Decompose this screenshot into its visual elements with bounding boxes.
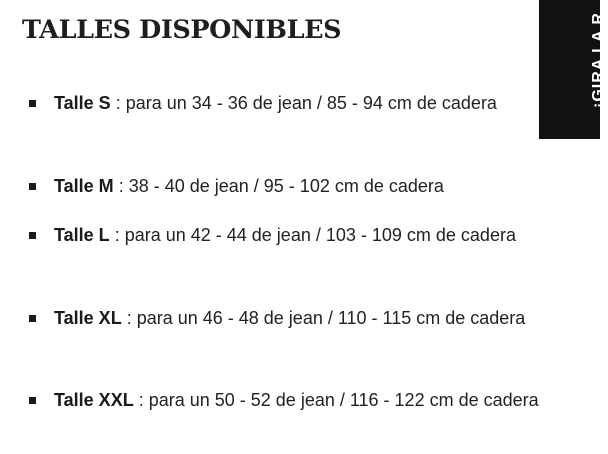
size-item-text	[54, 170, 574, 203]
size-description: : para un 42 - 44 de jean / 103 - 109 cm de cadera	[109, 225, 516, 245]
size-description: : 38 - 40 de jean / 95 - 102 cm de cadera	[113, 176, 444, 196]
size-item-text	[54, 384, 574, 417]
size-name: Talle S	[54, 93, 111, 113]
rotate-device-label: ¡GIRA LA R	[590, 12, 607, 108]
page-title: TALLES DISPONIBLES	[22, 15, 342, 45]
bullet-icon	[29, 232, 36, 239]
size-name: Talle XL	[54, 308, 122, 328]
size-description: : para un 34 - 36 de jean / 85 - 94 cm de cadera	[110, 93, 497, 113]
bullet-icon	[29, 183, 36, 190]
rotate-device-banner	[539, 0, 607, 139]
bullet-icon	[29, 397, 36, 404]
size-item-text	[54, 87, 559, 120]
size-name: Talle XXL	[54, 390, 134, 410]
bullet-icon	[29, 100, 36, 107]
bullet-icon	[29, 315, 36, 322]
size-name: Talle M	[54, 176, 114, 196]
size-description: : para un 50 - 52 de jean / 116 - 122 cm de cadera	[133, 390, 539, 410]
size-name: Talle L	[54, 225, 110, 245]
size-description: : para un 46 - 48 de jean / 110 - 115 cm de cadera	[121, 308, 526, 328]
size-item-text	[54, 302, 574, 335]
size-item-text	[54, 219, 574, 252]
